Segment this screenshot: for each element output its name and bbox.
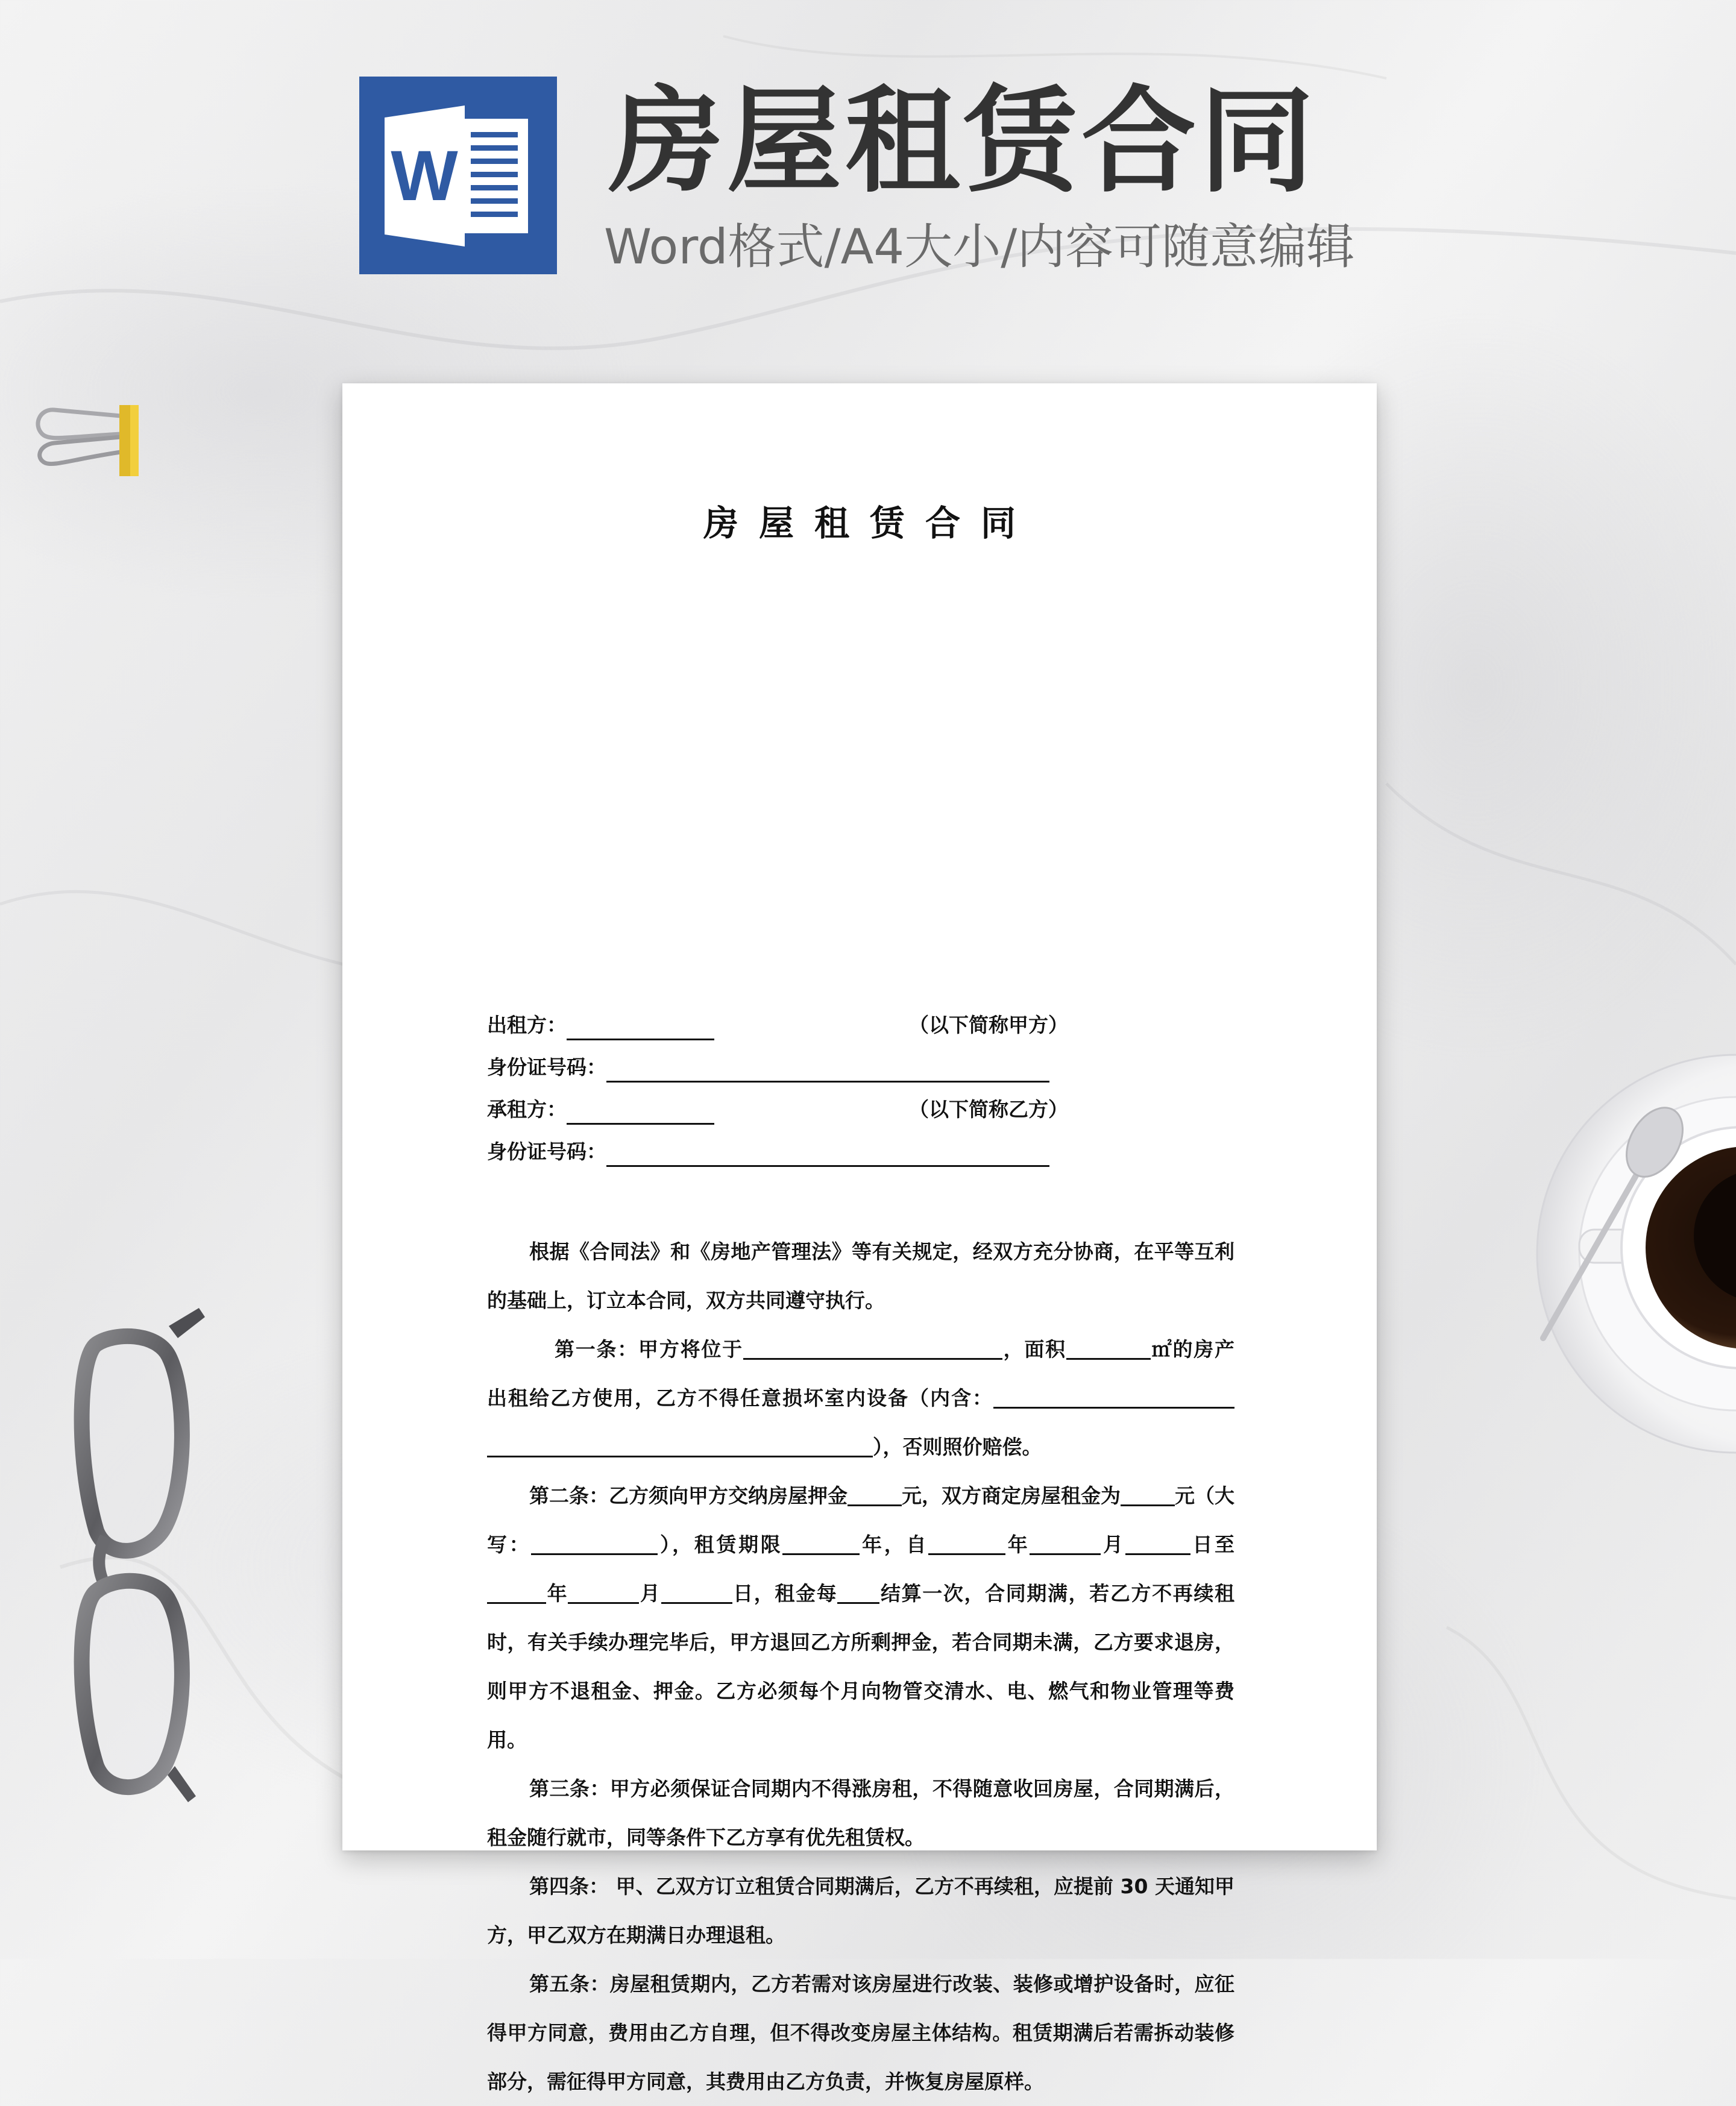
article-2 (487, 1471, 1234, 1764)
lessor-id-blank[interactable] (606, 1057, 1049, 1083)
header-subtitle: Word格式/A4大小/内容可随意编辑 (604, 219, 1355, 275)
svg-text:W: W (391, 136, 458, 216)
end-month-blank[interactable] (568, 1579, 639, 1604)
lessor-id-field (487, 1052, 1049, 1083)
article-2-text: 结算一次，合同期满，若乙方不再续租时，有关手续办理完毕后，甲方退回乙方所剩押金，若合同期未满，乙方要求退房，则甲方不退租金、押金。乙方必须每个月向物管交清水、电、燃气和物业管理等费用。 (487, 1582, 1235, 1752)
eyeglasses-icon (60, 1290, 241, 1808)
article-2-text: 日至 (1190, 1533, 1235, 1556)
rent-words-blank[interactable] (531, 1530, 658, 1555)
word-document-icon (359, 77, 557, 274)
equipment-blank[interactable] (993, 1384, 1234, 1409)
document-title: 房屋租赁合同 (703, 503, 1036, 544)
article-1-text: 第一条：甲方将位于 (555, 1337, 743, 1361)
lessee-id-field (487, 1137, 1049, 1167)
start-month-blank[interactable] (1030, 1530, 1101, 1555)
equipment-blank-2[interactable] (487, 1433, 873, 1457)
deposit-blank[interactable] (848, 1482, 902, 1506)
document-page (342, 383, 1377, 2093)
field-label: 承租方： (487, 1098, 567, 1121)
article-1-text: ），否则照价赔偿。 (873, 1435, 1042, 1459)
article-1-text: ，面积 (1002, 1337, 1066, 1361)
preamble: 根据《合同法》和《房地产管理法》等有关规定，经双方充分协商，在平等互利的基础上，订立本合同，双方共同遵守执行。 (487, 1240, 1234, 1312)
article-2-text: ），租赁期限 (658, 1533, 783, 1556)
article-2-text: 日，租金每 (732, 1582, 838, 1605)
article-2-text: 年，自 (860, 1533, 929, 1556)
article-2-text: 年 (546, 1582, 568, 1605)
end-year-blank[interactable] (487, 1579, 546, 1604)
end-day-blank[interactable] (661, 1579, 732, 1604)
coffee-cup-icon (1519, 1049, 1736, 1471)
article-2-text: 元（大写： (487, 1484, 1234, 1556)
rent-blank[interactable] (1121, 1482, 1175, 1506)
article-4: 第四条： 甲、乙双方订立租赁合同期满后，乙方不再续租，应提前 30 天通知甲方，甲乙双方在期满日办理退租。 (487, 1875, 1234, 1947)
term-blank[interactable] (782, 1530, 860, 1555)
article-3: 第三条：甲方必须保证合同期内不得涨房租，不得随意收回房屋，合同期满后，租金随行就市，同等条件下乙方享有优先租赁权。 (487, 1777, 1234, 1849)
lessor-note: （以下简称甲方） (909, 1013, 1068, 1037)
lessor-field (487, 1010, 714, 1040)
field-label: 出租方： (487, 1013, 567, 1037)
binder-clip-icon (30, 392, 139, 482)
address-blank[interactable] (743, 1335, 1002, 1360)
lessee-blank[interactable] (567, 1099, 714, 1125)
field-label: 身份证号码： (487, 1055, 606, 1079)
article-2-text: 年 (1005, 1533, 1030, 1556)
start-year-blank[interactable] (928, 1530, 1005, 1555)
article-1 (487, 1325, 1234, 1471)
article-2-text: 月 (639, 1582, 661, 1605)
start-day-blank[interactable] (1125, 1530, 1190, 1555)
contract-body (487, 1227, 1234, 2106)
area-blank[interactable] (1066, 1335, 1151, 1360)
article-2-text: 第二条：乙方须向甲方交纳房屋押金 (529, 1484, 848, 1507)
header-title: 房屋租赁合同 (609, 75, 1318, 208)
lessee-note: （以下简称乙方） (909, 1098, 1068, 1121)
payment-period-blank[interactable] (837, 1579, 879, 1604)
lessor-blank[interactable] (567, 1014, 714, 1040)
article-2-text: 月 (1101, 1533, 1125, 1556)
article-5: 第五条：房屋租赁期内，乙方若需对该房屋进行改装、装修或增护设备时，应征得甲方同意，费用由乙方自理，但不得改变房屋主体结构。租赁期满后若需拆动装修部分，需征得甲方同意，其费用由乙方负责，并恢复房屋原样。 (487, 1972, 1234, 2093)
field-label: 身份证号码： (487, 1140, 606, 1163)
article-2-text: 元，双方商定房屋租金为 (902, 1484, 1121, 1507)
lessee-id-blank[interactable] (606, 1141, 1049, 1167)
article-1-text: ㎡的房产出租给乙方使用，乙方不得任意损坏室内设备（内含： (487, 1337, 1235, 1410)
lessee-field (487, 1095, 714, 1125)
